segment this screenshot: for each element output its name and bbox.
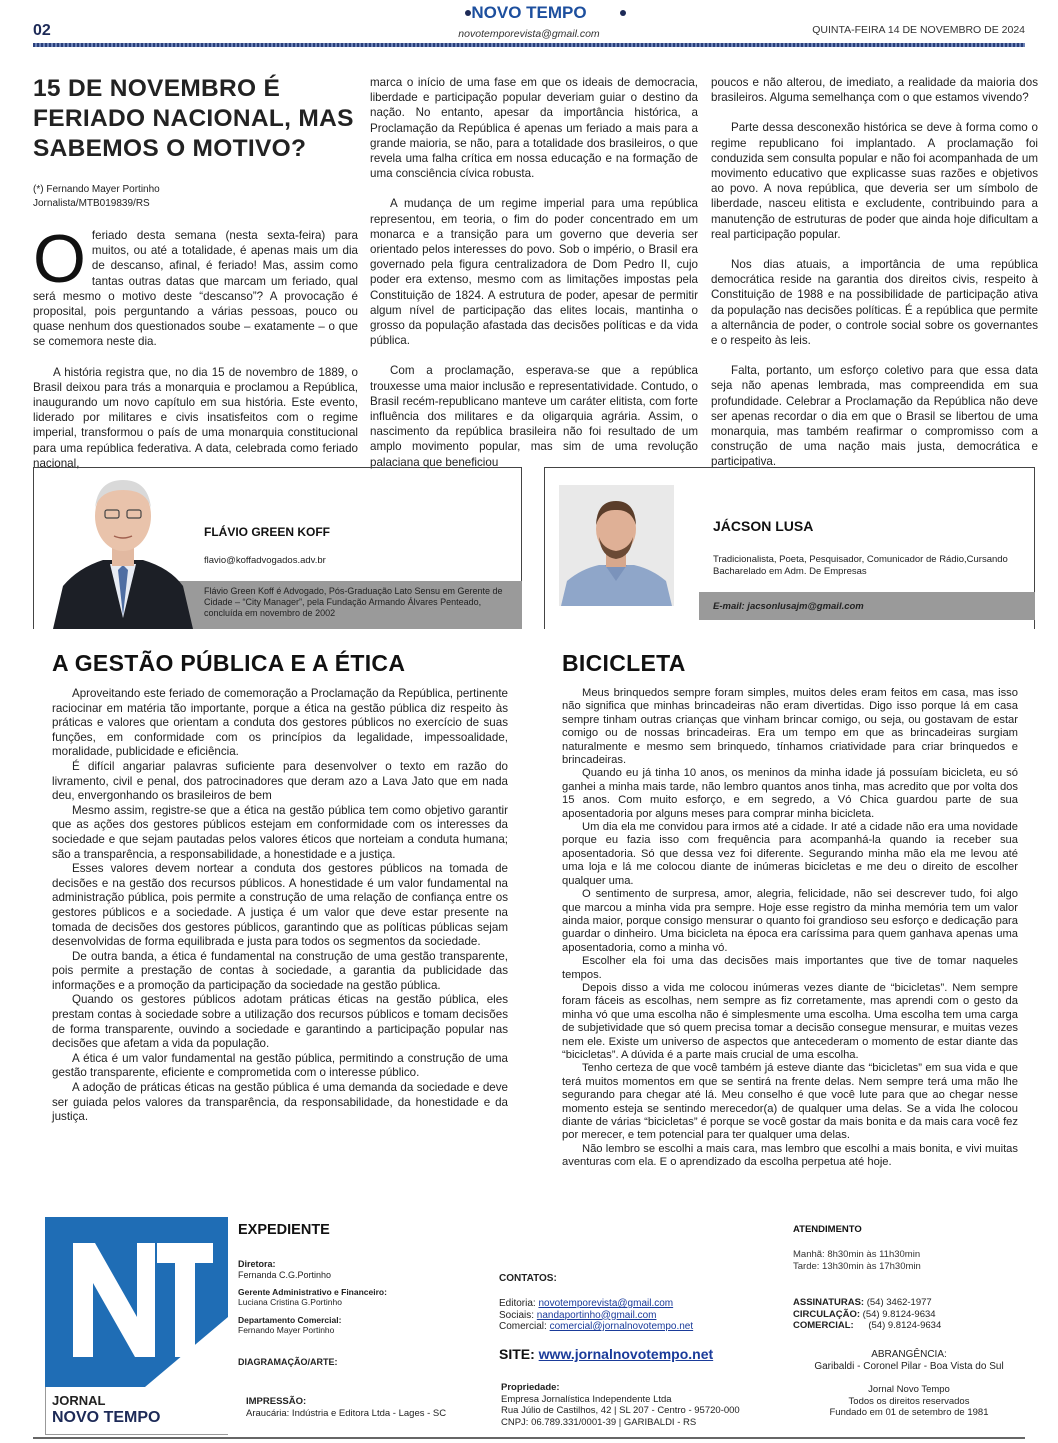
sociais-link[interactable]: nandaportinho@gmail.com	[536, 1309, 657, 1321]
phones	[793, 1297, 941, 1332]
byline-role: Jornalista/MTB019839/RS	[33, 198, 150, 209]
propriedade: Propriedade: Empresa Jornalística Independente Ltda Rua Júlio de Castilhos, 42 | SL 207 - Centro - 95720-000 CNPJ: 06.789.331/0001-39 | GARIBALDI - RS	[501, 1382, 740, 1428]
column-paragraph: Um dia ela me convidou para irmos até a cidade. Ir até a cidade não era uma novidade porque eu fazia isso com frequência para acompanhá-la quando ia receber sua aposentadoria. Só que dessa vez foi diferente. Segurando minha mão ela me levou até uma loja e lá me colocou diante de inúmeras bicicletas e me deu o direito de escolher qualquer uma.	[562, 821, 1018, 887]
logo-caption	[45, 1387, 228, 1435]
article-paragraph: A mudança de um regime imperial para uma república representou, em teoria, o fim do poder concentrado em um monarca e a transição para um governo que deveria ser orientado pelos interesses do povo. Sob o império, o Brasil era governado pela figura centralizadora de Dom Pedro II, cujo poder era extenso, mesmo com as limitações impostas pela Constituição de 1824. A estrutura de poder, apesar de permitir algum nível de participação das elites locais, mantinha o grosso da população afastada das decisões políticas e da vida pública.	[370, 197, 698, 348]
author-bio: Tradicionalista, Poeta, Pesquisador, Comunicador de Rádio,Cursando Bacharelado em Adm. De Empresas	[713, 554, 1008, 577]
author-email[interactable]: flavio@koffadvogados.adv.br	[204, 555, 326, 566]
expediente-depto: Departamento Comercial: Fernando Mayer Portinho	[238, 1315, 342, 1335]
column-paragraph: Aproveitando este feriado de comemoração a Proclamação da República, pertinente raciocinar em matéria tão importante, porque a ética na gestão pública diz respeito às práticas e valores que orientam a conduta dos gestores públicos no exercício de suas funções, em conformidade com os princípios da legalidade, impessoalidade, moralidade, publicidade e eficiência.	[52, 687, 508, 759]
article-column-1	[33, 221, 358, 486]
column-paragraph: De outra banda, a ética é fundamental na construção de uma gestão transparente, pois permite a prestação de contas à sociedade, a garantia da publicidade das informações e a promoção da participação da sociedade na gestão pública.	[52, 949, 508, 992]
atendimento-hours: Manhã: 8h30min às 11h30min Tarde: 13h30min às 17h30min	[793, 1249, 921, 1272]
column-paragraph: Depois disso a vida me colocou inúmeras vezes diante de “bicicletas”. Nem sempre foram fáceis as escolhas, nem sempre as fiz corretamente, mas aprendi com o gesto da minha vó que uma escolha não é simplesmente uma escolha. Uma escolha tem uma carga de subjetividade que só quem precisa tomar a decisão consegue mensurar, e muitas vezes nem ele. Existe um universo de aspectos que antecederam o momento de estar diante das “bicicletas”. A dúvida é a parte mais crucial de uma escolha.	[562, 981, 1018, 1061]
expediente-diagramacao: DIAGRAMAÇÃO/ARTE:	[238, 1357, 338, 1367]
comercial-row: Comercial: comercial@jornalnovotempo.net	[499, 1321, 694, 1332]
assinaturas-row: ASSINATURAS: (54) 3462-1977	[793, 1297, 932, 1308]
comercial-phone-row: COMERCIAL: (54) 9.8124-9634	[793, 1320, 942, 1331]
editoria-link[interactable]: novotemporevista@gmail.com	[538, 1298, 674, 1309]
author-photo	[559, 485, 674, 606]
editoria-row: Editoria: novotemporevista@gmail.com	[499, 1298, 674, 1309]
column-paragraph: Tenho certeza de que você também já esteve diante das “bicicletas” em sua vida e que terá muitos momentos em que se sentirá na frente delas. Nem sempre terá uma mão lhe segurando para chegar até lá. Meu conselho é que você lute para que ao chegar nesse momento esteja se sentindo merecedor(a) de qualquer uma delas. Se a vida lhe colocou diante de várias “bicicletas” é porque se você gostar da mais bonita e da mais cara você fez por merecer, e tem potencial para ter qualquer uma delas.	[562, 1062, 1018, 1142]
masthead-bar	[33, 43, 1025, 47]
author-photo	[48, 468, 198, 629]
comercial-link[interactable]: comercial@jornalnovotempo.net	[549, 1321, 694, 1332]
column-left-body	[52, 687, 508, 1125]
columnist-box-left	[33, 467, 522, 629]
column-paragraph: Não lembro se escolhi a mais cara, mas lembro que escolhi a mais bonita, e vivi muitas aventuras com ela. E o aprendizado da escolha perpetua até hoje.	[562, 1142, 1018, 1169]
article-paragraph: Com a proclamação, esperava-se que a república trouxesse uma maior inclusão e representatividade. Contudo, o Brasil recém-republicano manteve um caráter elitista, com forte influência dos militares e da oligarquia agrária. Assim, o nascimento da república brasileira não foi resultado de um amplo movimento popular, mas sim de uma revolução palaciana que beneficiou	[370, 364, 698, 469]
abrangencia: ABRANGÊNCIA: Garibaldi - Coronel Pilar - Boa Vista do Sul	[814, 1349, 1004, 1372]
column-paragraph: Quando os gestores públicos adotam práticas éticas na gestão pública, eles prestam contas à sociedade sobre a utilização dos recursos públicos e tomam decisões de forma transparente, ouvindo a sociedade e garantindo a participação popular nas decisões que afetam a vida da população.	[52, 993, 508, 1051]
rights: Jornal Novo Tempo Todos os direitos reservados Fundado em 01 de setembro de 1981	[829, 1384, 989, 1418]
column-right-body	[562, 687, 1018, 1170]
expediente-gerente: Gerente Administrativo e Financeiro: Luciana Cristina G.Portinho	[238, 1287, 387, 1307]
site-row: SITE: www.jornalnovotempo.net	[499, 1346, 714, 1362]
article-paragraph: Parte dessa desconexão histórica se deve à forma como o regime republicano foi implantado. A proclamação foi conduzida sem consulta popular e não foi acompanhada de um movimento educativo que explicasse suas razões e objetivos ao povo. A nova república, que deveria ser um símbolo de liberdade, nasceu elitista e excludente, contribuindo para a manutenção de estruturas de poder que ainda hoje dificultam a real participação popular.	[711, 121, 1038, 241]
author-name: FLÁVIO GREEN KOFF	[204, 525, 330, 539]
masthead	[0, 0, 1058, 48]
column-paragraph: Esses valores devem nortear a conduta dos gestores públicos na tomada de decisões e na gestão dos recursos públicos. A honestidade é um valor fundamental na administração pública, pois permite a construção de uma relação de confiança entre os gestores públicos e a sociedade. A justiça é um valor que deve estar presente na tomada de decisões dos gestores públicos, garantindo que as políticas públicas sejam desenvolvidas de forma equilibrada e justa para todos os segmentos da sociedade.	[52, 862, 508, 949]
column-paragraph: Meus brinquedos sempre foram simples, muitos deles eram feitos em casa, mas isso não significa que minhas brincadeiras não eram divertidas. Digo isso porque lá em casa sempre tinham outras crianças que vinham brincar comigo, ou seja, ou gostavam de estar comigo ou de nossas brincadeiras. Era um tempo em que as brincadeiras surgiam naturalmente e mesmo sem brinquedo, tínhamos criatividade para criar brinquedos e brincadeiras.	[562, 687, 1018, 767]
article-paragraph: Oferiado desta semana (nesta sexta-feira) para muitos, ou até a totalidade, é apenas mais um dia de descanso, afinal, é feriado! Mas, assim como tantas outras datas que marcam um feriado, qual será mesmo o motivo deste “descanso”? A provocação é proposital, pois perguntando a várias pessoas, pouco ou quase nenhum dos questionados soube – exatamente – o que se comemora neste dia.	[33, 221, 358, 349]
article-byline	[33, 183, 160, 211]
column-paragraph: A adoção de práticas éticas na gestão pública é uma demanda da sociedade e deve ser guiada pelos valores da transparência, da responsabilidade, da honestidade e da justiça.	[52, 1081, 508, 1124]
column-paragraph: Escolher ela foi uma das decisões mais importantes que tive de tomar naqueles tempos.	[562, 955, 1018, 981]
contatos-label: CONTATOS:	[499, 1273, 557, 1284]
article-paragraph: Nos dias atuais, a importância de uma república democrática reside na garantia dos direitos civis, respeito à Constituição de 1988 e na possibilidade de participação ativa da população nas decisões políticas. É a república que permite a alternância de poder, o controle social sobre os governantes e o respeito às leis.	[711, 258, 1038, 348]
header-date: QUINTA-FEIRA 14 DE NOVEMBRO DE 2024	[812, 24, 1025, 36]
article-title: 15 DE NOVEMBRO É FERIADO NACIONAL, MAS SABEMOS O MOTIVO?	[33, 75, 354, 162]
column-right-title: BICICLETA	[562, 650, 686, 676]
expediente-diretora: Diretora: Fernanda C.G.Portinho	[238, 1259, 332, 1280]
column-left-title: A GESTÃO PÚBLICA E A ÉTICA	[52, 650, 406, 676]
contatos-list	[499, 1298, 693, 1333]
article-column-2	[370, 75, 698, 485]
paper-name: NOVO TEMPO	[471, 3, 587, 22]
article-paragraph: marca o início de uma fase em que os ideais de democracia, liberdade e participação popular deveriam guiar o destino da nação. No entanto, apesar da importância histórica, a Proclamação da República é apenas um feriado a mais para a grande maioria, se não, para a totalidade dos brasileiros, o que revela uma falha crítica em nossa educação e na formação de uma consciência cívica robusta.	[370, 76, 698, 181]
circulacao-row: CIRCULAÇÃO: (54) 9.8124-9634	[793, 1308, 936, 1320]
column-paragraph: O sentimento de surpresa, amor, alegria, felicidade, não sei descrever tudo, foi algo que marcou a minha vida pra sempre. Hoje esse registro da minha memória tem um valor ainda maior, porque consigo mensurar o quanto foi grandioso seu esforço e dedicação para guardar o dinheiro. Uma bicicleta na época era caríssima para quem ganhava apenas uma aposentadoria, como a minha vó.	[562, 888, 1018, 954]
sociais-row: Sociais: nandaportinho@gmail.com	[499, 1309, 657, 1321]
bottom-rule	[33, 1437, 1025, 1439]
byline-author: (*) Fernando Mayer Portinho	[33, 184, 160, 195]
header-email[interactable]: novotemporevista@gmail.com	[458, 28, 600, 40]
nt-logo	[45, 1217, 228, 1387]
column-paragraph: A ética é um valor fundamental na gestão pública, permitindo a construção de uma gestão transparente, eficiente e comprometida com o interesse público.	[52, 1051, 508, 1080]
author-email[interactable]: E-mail: jacsonlusajm@gmail.com	[713, 601, 864, 612]
author-bio: Flávio Green Koff é Advogado, Pós-Graduação Lato Sensu em Gerente de Cidade – “City Manager”, pela Fundação Armando Álvares Penteado, concluída em novembro de 2002	[204, 586, 503, 618]
dropcap: O	[33, 221, 86, 297]
article-paragraph: Falta, portanto, um esforço coletivo para que essa data seja não apenas lembrada, mas compreendida em sua profundidade. Celebrar a Proclamação da República não deve ser apenas recordar o dia em que o Brasil se libertou de uma monarquia, mas também reafirmar o compromisso com a construção de uma nação mais justa, democrática e participativa.	[711, 364, 1038, 469]
page-number: 02	[33, 22, 51, 39]
expediente-impressao: IMPRESSÃO: Araucária: Indústria e Editora Ltda - Lages - SC	[246, 1396, 447, 1419]
logo-line2: NOVO TEMPO	[52, 1409, 161, 1426]
column-paragraph: Mesmo assim, registre-se que a ética na gestão pública tem como objetivo garantir que as ações dos gestores públicos estejam em conformidade com os interesses da sociedade e que sejam pautadas pelos valores éticos que norteiam a conduta humana; são a transparência, a responsabilidade, a honestidade e a justiça.	[52, 803, 508, 861]
article-paragraph: A história registra que, no dia 15 de novembro de 1889, o Brasil deixou para trás a monarquia e proclamou a República, inaugurando um novo capítulo em sua história. Este evento, liderado por militares e civis insatisfeitos com o regime imperial, transformou o país de uma monarquia constitucional para uma república federativa. A data, celebrada como feriado nacional,	[33, 365, 358, 470]
atendimento-label: ATENDIMENTO	[793, 1224, 862, 1235]
logo-line1: JORNAL	[52, 1393, 106, 1408]
article-column-3	[711, 75, 1038, 485]
column-paragraph: Quando eu já tinha 10 anos, os meninos da minha idade já possuíam bicicleta, eu só ganhei a minha mais tarde, não lembro quantos anos tinha, mas acredito que por volta dos 15 anos. Com muito esforço, e em segredo, a Vó Chica guardou parte de sua aposentadoria por alguns meses para comprar minha bicicleta.	[562, 767, 1018, 820]
article-paragraph: poucos e não alterou, de imediato, a realidade da maioria dos brasileiros. Alguma semelhança com o que estamos vivendo?	[711, 76, 1038, 105]
site-link[interactable]: www.jornalnovotempo.net	[538, 1346, 714, 1362]
columnist-box-right	[544, 467, 1035, 629]
author-name: JÁCSON LUSA	[713, 518, 814, 534]
expediente-title: EXPEDIENTE	[238, 1222, 330, 1238]
column-paragraph: É difícil angariar palavras suficiente para desenvolver o texto em razão do livramento, civil e penal, dos patrocinadores que deram azo a Lava Jato que em nada deu, envergonhando os brasileiros de bem	[52, 759, 508, 803]
